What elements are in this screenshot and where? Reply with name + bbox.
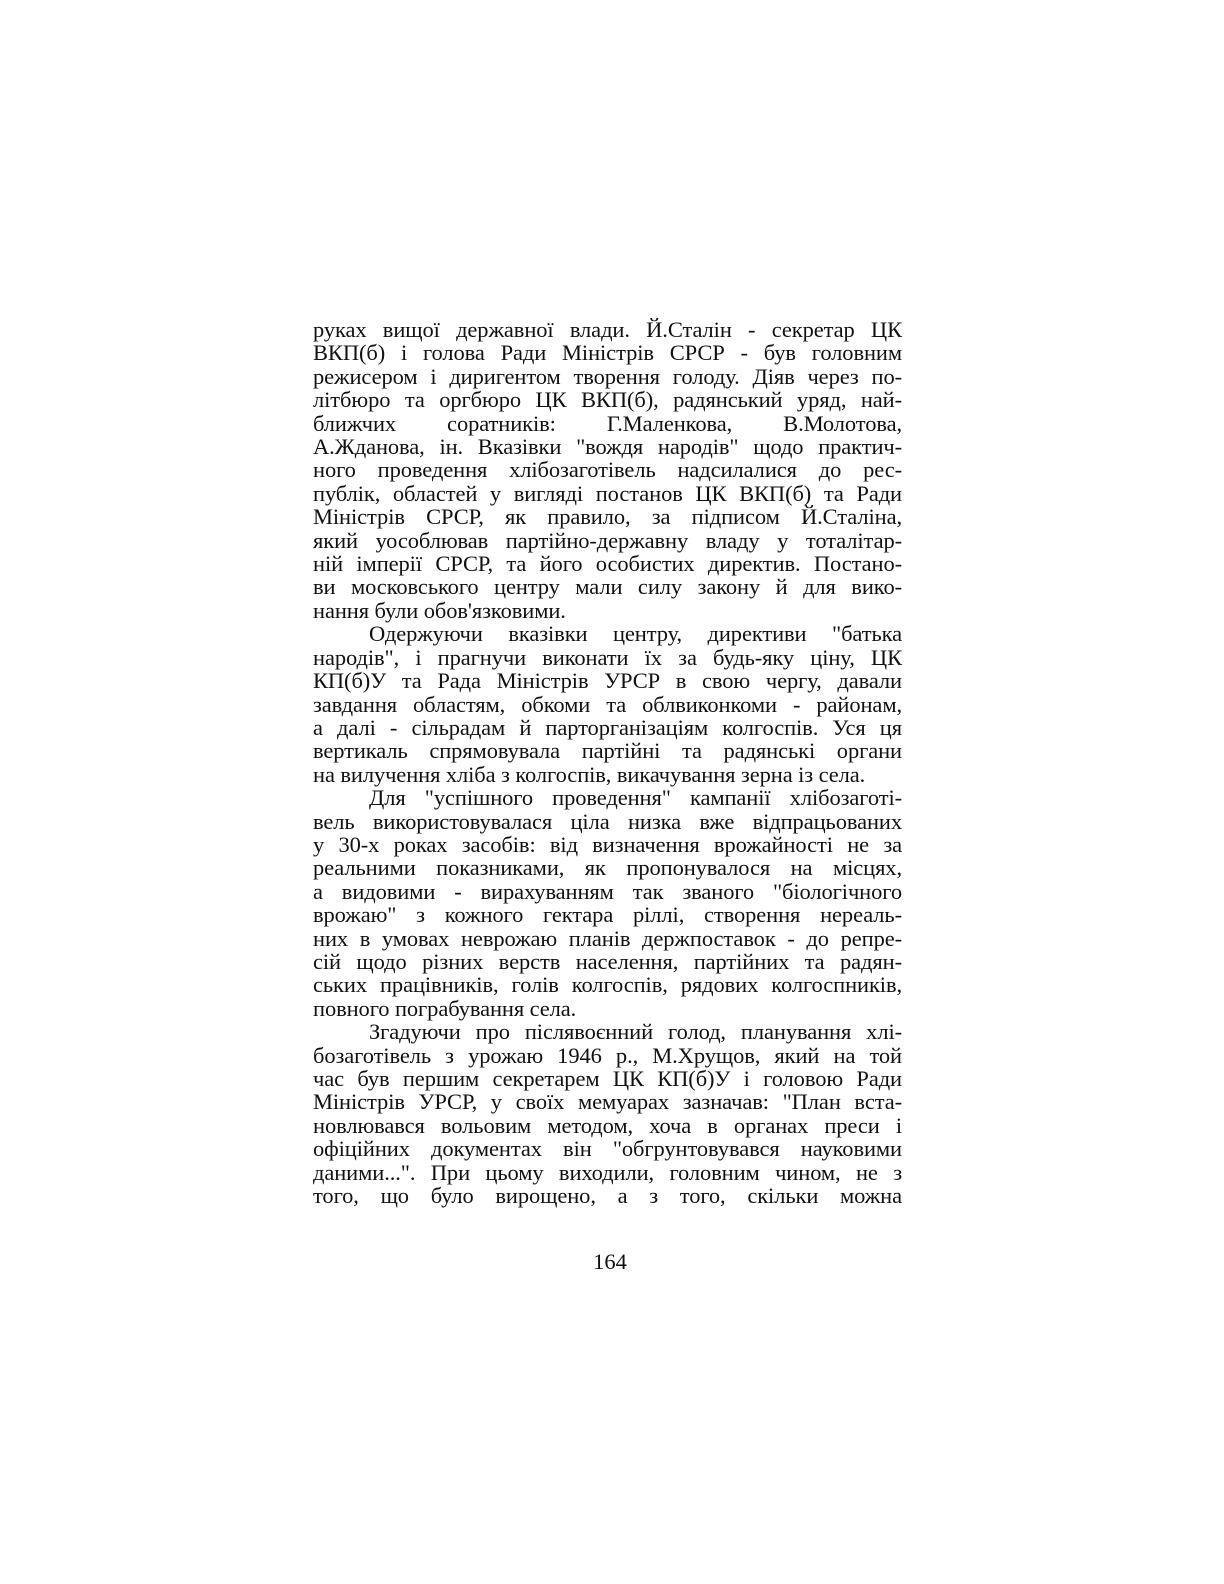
text-line: ських працівників, голів колгоспів, рядових колгоспників,: [313, 972, 902, 998]
text-line: ближчих соратників: Г.Маленкова, В.Молотова,: [313, 410, 902, 436]
paragraph-3: [313, 786, 902, 1020]
text-line: повного пограбування села.: [313, 995, 577, 1021]
text-line: Міністрів УРСР, у своїх мемуарах зазначав: "План вста-: [313, 1089, 902, 1115]
text-line: народів", і прагнучи виконати їх за будь-яку ціну, ЦК: [313, 644, 902, 670]
text-line: який уособлював партійно-державну владу у тоталітар-: [313, 527, 902, 553]
text-line: сій щодо різних верств населення, партійних та радян-: [313, 948, 902, 974]
page-number: 164: [593, 1249, 627, 1274]
text-line: публік, областей у вигляді постанов ЦК ВКП(б) та Ради: [313, 480, 902, 506]
text-line: Одержуючи вказівки центру, директиви "батька: [369, 621, 902, 647]
text-line: ного проведення хлібозаготівель надсилалися до рес-: [313, 457, 902, 483]
paragraph-2: [313, 622, 902, 786]
text-line: Для "успішного проведення" кампанії хлібозаготі-: [369, 785, 902, 811]
text-line: а далі - сільрадам й парторганізаціям колгоспів. Уся ця: [313, 714, 902, 740]
text-line: вель використовувалася ціла низка вже відпрацьованих: [313, 808, 902, 834]
text-line: Міністрів СРСР, як правило, за підписом Й.Сталіна,: [313, 504, 902, 530]
text-line: офіційних документах він "обгрунтовувався науковими: [313, 1136, 902, 1162]
text-line: час був першим секретарем ЦК КП(б)У і головою Ради: [313, 1066, 902, 1091]
document-body: [313, 318, 902, 1207]
paragraph-1: [313, 318, 902, 622]
text-line: врожаю" з кожного гектара ріллі, створення нереаль-: [313, 902, 902, 928]
text-line: нання були обов'язковими.: [313, 597, 566, 623]
text-line: них в умовах неврожаю планів держпоставок - до репре-: [313, 925, 902, 951]
text-line: реальними показниками, як пропонувалося на місцях,: [313, 855, 902, 881]
text-line: ви московського центру мали силу закону й для вико-: [313, 574, 902, 600]
text-line: КП(б)У та Рада Міністрів УРСР в свою чергу, давали: [313, 668, 902, 694]
paragraph-4: [313, 1020, 902, 1207]
text-line: завдання областям, обкоми та облвиконкоми - районам,: [313, 691, 902, 717]
text-line: даними...". При цьому виходили, головним чином, не з: [313, 1159, 902, 1185]
text-line: Згадуючи про післявоєнний голод, планування хлі-: [369, 1019, 902, 1045]
text-line: руках вищої державної влади. Й.Сталін - секретар ЦК: [313, 317, 902, 342]
text-line: на вилучення хліба з колгоспів, викачування зерна із села.: [313, 761, 866, 787]
text-line: того, що було вирощено, а з того, скільки можна: [313, 1183, 902, 1209]
text-line: ній імперії СРСР, та його особистих директив. Постано-: [313, 551, 902, 577]
text-line: ВКП(б) і голова Ради Міністрів СРСР - був головним: [313, 340, 902, 366]
text-line: бозаготівель з урожаю 1946 р., М.Хрущов, який на той: [313, 1042, 902, 1068]
text-line: новлювався вольовим методом, хоча в органах преси і: [313, 1112, 902, 1138]
text-line: у 30-х роках засобів: від визначення врожайності не за: [313, 831, 902, 857]
text-line: А.Жданова, ін. Вказівки "вождя народів" щодо практич-: [313, 434, 902, 460]
text-line: режисером і диригентом творення голоду. Діяв через по-: [313, 363, 902, 389]
text-line: а видовими - вирахуванням так званого "біологічного: [313, 878, 902, 904]
text-line: літбюро та оргбюро ЦК ВКП(б), радянський уряд, най-: [313, 387, 902, 413]
text-line: вертикаль спрямовувала партійні та радянські органи: [313, 738, 902, 764]
